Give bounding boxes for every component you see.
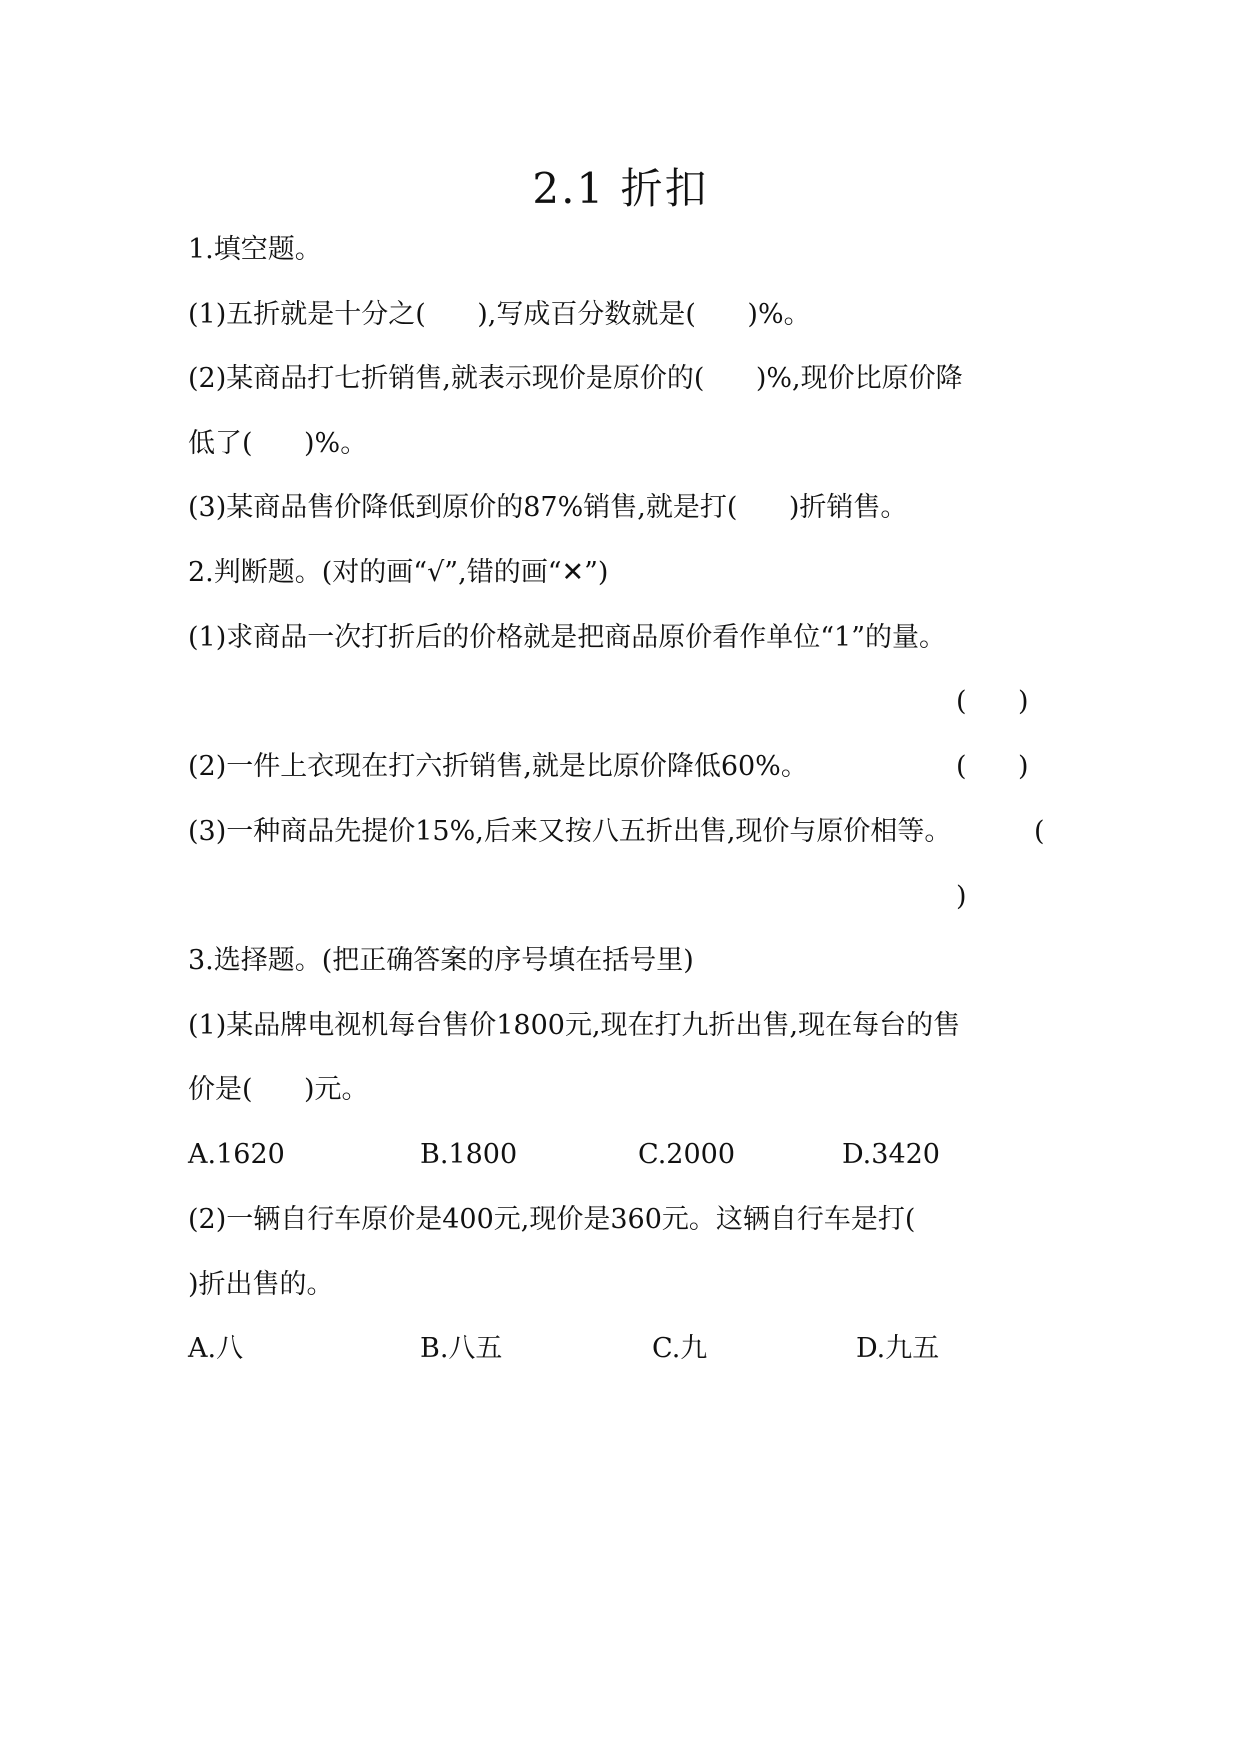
option-3-1-c: C.2000: [638, 1139, 735, 1170]
option-3-2-a: A.八: [188, 1333, 244, 1364]
option-3-2-b: B.八五: [420, 1333, 503, 1364]
option-3-1-a: A.1620: [188, 1139, 285, 1170]
answer-paren-close-2-3: ): [956, 881, 967, 912]
answer-paren-open-2-3: (: [1034, 816, 1045, 847]
question-3-2-line-1: (2)一辆自行车原价是400元,现价是360元。这辆自行车是打(: [188, 1204, 916, 1235]
option-3-1-b: B.1800: [420, 1139, 518, 1170]
question-1-2-line-1: (2)某商品打七折销售,就表示现价是原价的( )%,现价比原价降: [188, 363, 963, 394]
question-2-2: (2)一件上衣现在打六折销售,就是比原价降低60%。: [188, 751, 808, 782]
question-2-1: (1)求商品一次打折后的价格就是把商品原价看作单位“1”的量。: [188, 622, 947, 653]
answer-paren-2-2: ( ): [956, 751, 1029, 782]
option-3-1-d: D.3420: [842, 1139, 940, 1170]
question-3-1-line-2: 价是( )元。: [188, 1074, 369, 1105]
option-3-2-c: C.九: [652, 1333, 708, 1364]
page-title: 2.1 折扣: [532, 164, 709, 213]
question-1-3: (3)某商品售价降低到原价的87%销售,就是打( )折销售。: [188, 492, 908, 523]
question-3-1-line-1: (1)某品牌电视机每台售价1800元,现在打九折出售,现在每台的售: [188, 1010, 961, 1041]
option-3-2-d: D.九五: [856, 1333, 940, 1364]
question-1-1: (1)五折就是十分之( ),写成百分数就是( )%。: [188, 299, 811, 330]
question-1-2-line-2: 低了( )%。: [188, 428, 368, 459]
section-heading-fill-in: 1.填空题。: [188, 234, 322, 265]
question-2-3: (3)一种商品先提价15%,后来又按八五折出售,现价与原价相等。: [188, 816, 952, 847]
question-3-2-line-2: )折出售的。: [188, 1269, 334, 1300]
answer-paren-2-1: ( ): [956, 686, 1029, 717]
section-heading-true-false: 2.判断题。(对的画“√”,错的画“✕”): [188, 557, 609, 588]
section-heading-multiple-choice: 3.选择题。(把正确答案的序号填在括号里): [188, 945, 694, 976]
